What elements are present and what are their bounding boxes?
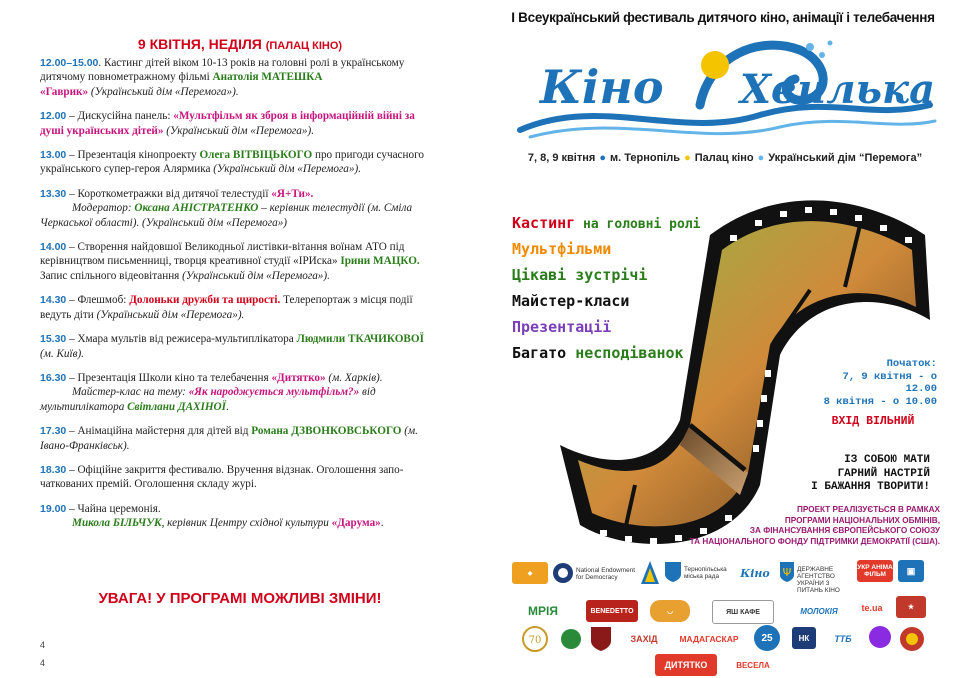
event-1400: 14.00 – Створення найдовшої Великодньої листівки-вітання воїнам АТО під керівництвом письменниці, творця креативної студії «ІРИска» Ірини МАЦКО. Запис спільного відеовітання (Український дім «Перемога»). xyxy=(40,241,420,282)
yuvilei-70-icon xyxy=(516,626,554,652)
event-1900: 19.00 – Чайна церемонія. Микола БІЛЬЧУК, керівник Центру східної культури «Дарума». xyxy=(40,502,384,530)
program-column xyxy=(40,36,440,541)
strategies-emblem-icon xyxy=(640,560,660,586)
feature-masterclasses: Майстер-класи xyxy=(512,292,630,310)
moloko-logo: МОЛОКІЯ xyxy=(796,600,842,622)
changes-warning: УВАГА! У ПРОГРАМІ МОЖЛИВІ ЗМІНИ! xyxy=(98,590,382,607)
channel-25-logo: 25 xyxy=(754,625,780,651)
festival-info: 7, 8, 9 квітня ● м. Тернопіль ● Палац кіно ● Український дім “Перемога” xyxy=(527,152,923,164)
page-number: 4 xyxy=(40,640,46,650)
yash-kafe-logo: ЯШ КАФЕ xyxy=(712,600,774,624)
svg-text:Ψ: Ψ xyxy=(782,566,792,579)
bear-icon xyxy=(898,624,926,652)
ned-logo: National Endowment for Democracy xyxy=(576,567,635,581)
mascot-icon xyxy=(868,624,892,650)
tv-logo: ▣ xyxy=(898,560,924,582)
vesela-logo: ВЕСЕЛА xyxy=(730,654,776,676)
start-times: Початок: 7, 9 квітня - о 12.00 8 квітня - о 10.00 xyxy=(823,358,937,408)
bowl-logo: ◡ xyxy=(650,600,690,622)
page-number-duplicate: 4 xyxy=(40,658,46,668)
feature-surprises: Багато несподіванок xyxy=(512,344,684,362)
event-1430: 14.30 – Флешмоб: Долоньки дружби та щирості. Телерепортаж з місця події ведуть діти (Український дім «Перемога»). xyxy=(40,294,413,321)
trident-icon xyxy=(779,561,795,583)
event-1330: 13.30 – Короткометражки від дитячої телестудії «Я+Ти». Модератор: Оксана АНІСТРАТЕНКО – керівник телестудії (м. Сміла Черкаської області). (Український дім «Перемога») xyxy=(40,187,413,229)
feature-presentations: Презентації xyxy=(512,318,612,336)
event-1730: 17.30 – Анімаційна майстерня для дітей від Романа ДЗВОНКОВСЬКОГО (м. Івано-Франківськ). xyxy=(40,425,418,452)
event-1530: 15.30 – Хмара мультів від режисера-мультиплікатора Людмили ТКАЧИКОВОЇ (м. Київ). xyxy=(40,333,424,360)
svg-text:70: 70 xyxy=(528,635,542,646)
ned-emblem-icon xyxy=(552,562,574,584)
festival-title: І Всеукраїнський фестиваль дитячого кіно, анімації і телебачення xyxy=(511,10,935,25)
dytiatko-logo: ДИТЯТКО xyxy=(655,654,717,676)
event-1630: 16.30 – Презентація Школи кіно та телебачення «Дитятко» (м. Харків). Майстер-клас на тему: «Як народжується мультфільм?» від мультиплікатора Світлани ДАХІНОЇ. xyxy=(40,371,383,413)
school-logo: ★ xyxy=(896,596,926,618)
tete-logo: te.ua xyxy=(852,597,892,619)
kino-hvylka-logo xyxy=(510,35,940,145)
zahid-logo: ЗАХІД xyxy=(624,628,664,650)
mriya-logo: МРІЯ xyxy=(512,600,574,622)
event-1300: 13.00 – Презентація кінопроекту Олега ВІТВІЦЬКОГО про пригоди сучасного українського супер-героя Алярмика (Український дім «Перемога»). xyxy=(40,149,425,176)
ttb-logo: ТТБ xyxy=(826,628,860,650)
logo-word-hvylka: Хвилька xyxy=(740,66,936,113)
city-logo: ◆ xyxy=(512,562,548,584)
event-1830: 18.30 – Офіційне закриття фестивалю. Вручення відзнак. Оголошення запо-чаткованих премій. Оголошення складу журі. xyxy=(40,463,404,491)
event-1200: 12.00 – Дискусійна панель: «Мультфільм як зброя в інформаційній війні за душі українських дітей» (Український дім «Перемога»). xyxy=(40,110,415,137)
madagascar-logo: МАДАГАСКАР xyxy=(672,628,746,650)
logo-word-kino: Кіно xyxy=(540,60,664,114)
feature-meetings: Цікаві зустрічі xyxy=(512,266,648,284)
cinema-agency-logo: ДЕРЖАВНЕ АГЕНТСТВО УКРАЇНИ З ПИТАНЬ КІНО xyxy=(797,566,840,594)
sun-icon xyxy=(701,51,729,79)
leaf-icon xyxy=(560,628,582,650)
project-funding-note: ПРОЕКТ РЕАЛІЗУЄТЬСЯ В РАМКАХ ПРОГРАМИ НАЦІОНАЛЬНИХ ОБМІНІВ, ЗА ФІНАНСУВАННЯ ЄВРОПЕЙСЬКОГО СОЮЗУ ТА НАЦІОНАЛЬНОГО ФОНДУ ПІДТРИМКИ ДЕМОКРАТІЇ (США). xyxy=(689,505,940,546)
nk-logo: НК xyxy=(792,627,816,649)
ternopil-coat-icon xyxy=(664,561,682,583)
day-heading: 9 КВІТНЯ, НЕДІЛЯ (ПАЛАЦ КІНО) xyxy=(137,36,343,52)
benedetto-logo: BENEDETTO xyxy=(586,600,638,622)
feature-casting: Кастинг на головні ролі xyxy=(512,214,701,232)
ternopil-council-logo: Тернопільська міська рада xyxy=(684,566,727,580)
free-entry: ВХІД ВІЛЬНИЙ xyxy=(818,413,928,430)
event-1200-1500: 12.00–15.00. Кастинг дітей віком 10-13 років на головні ролі в українському дитячому повнометражному фільмі Анатолія МАТЕШКА «Гаврик» (Український дім «Перемога»). xyxy=(40,57,405,98)
bring-mood: ІЗ СОБОЮ МАТИ ГАРНИЙ НАСТРІЙ І БАЖАННЯ ТВОРИТИ! xyxy=(811,454,930,493)
crest-icon xyxy=(590,626,612,652)
kino-small-logo: Кіно xyxy=(734,562,776,584)
feature-cartoons: Мультфільми xyxy=(512,240,612,258)
ukr-anima-logo: УКР АНІМА ФІЛЬМ xyxy=(857,560,893,582)
